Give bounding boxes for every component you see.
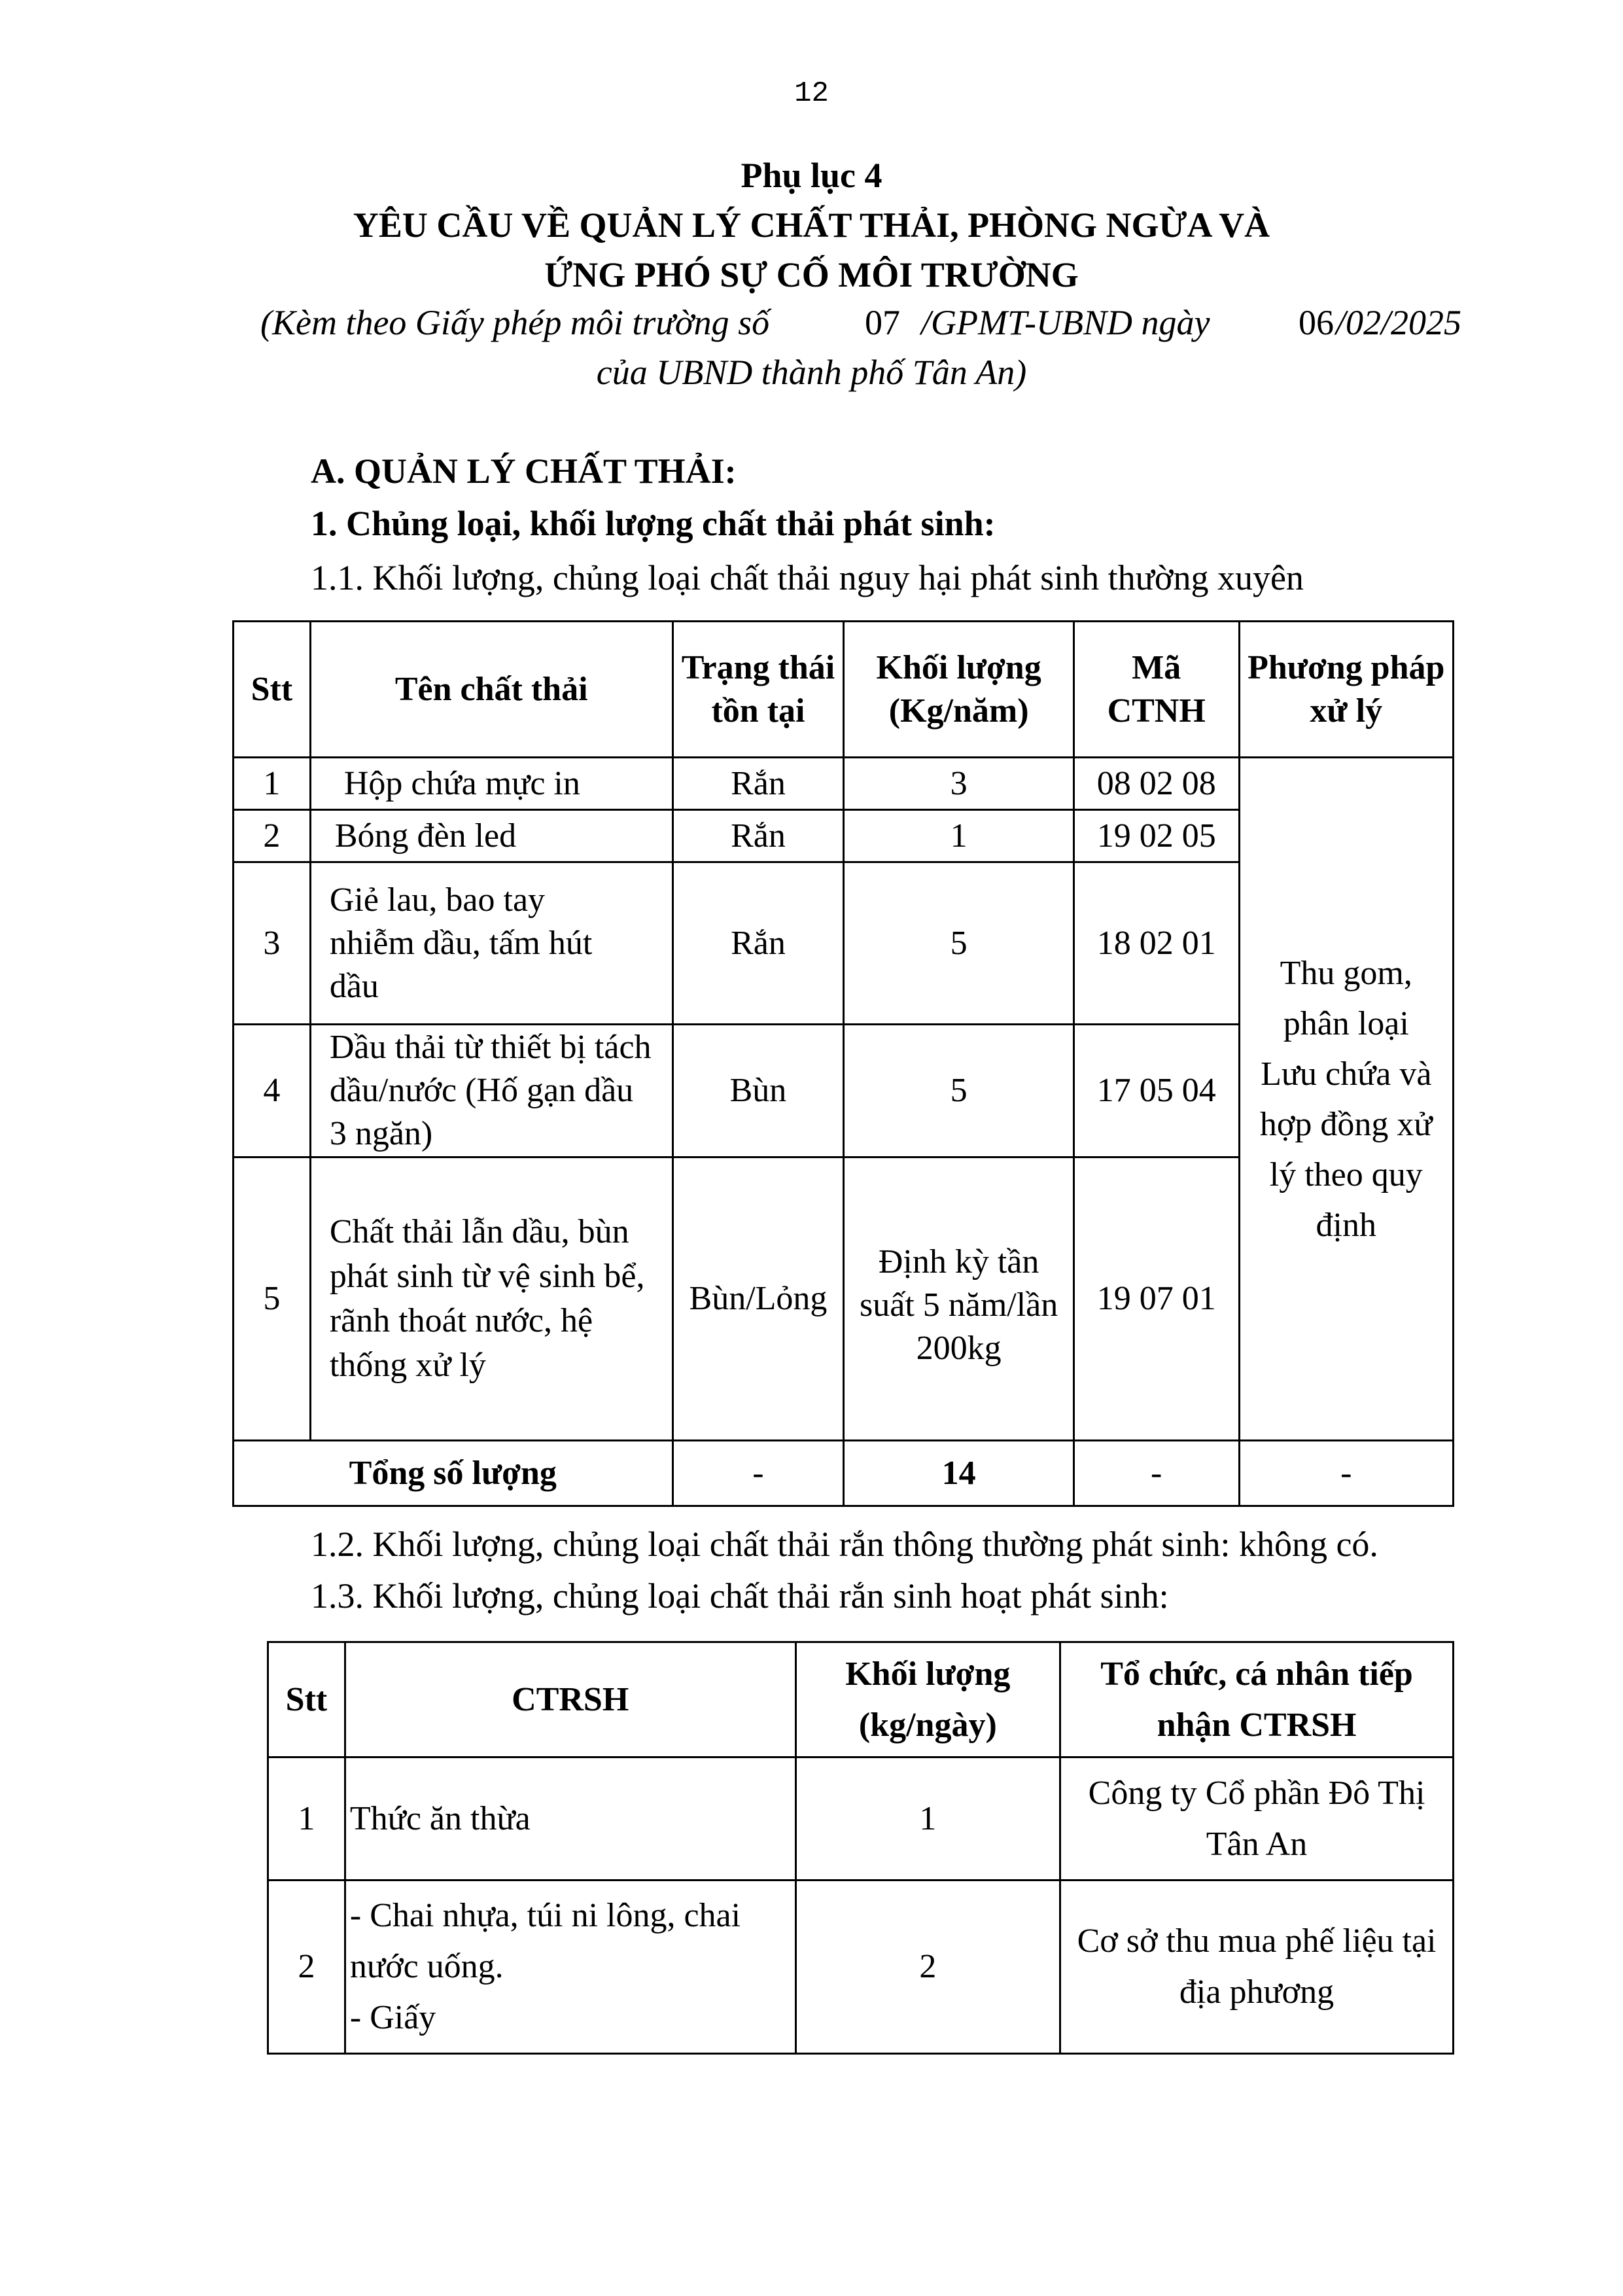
column-header-stt: Stt	[234, 622, 311, 758]
column-header-state: Trạng thái tồn tại	[672, 622, 844, 758]
section-1-1-heading: 1.1. Khối lượng, chủng loại chất thải nguy hại phát sinh thường xuyên	[311, 558, 1304, 597]
row-mass: 1	[795, 1757, 1060, 1881]
column-header-mass: Khối lượng (Kg/năm)	[844, 622, 1073, 758]
table-row	[268, 1881, 1454, 2054]
row-state: Rắn	[672, 862, 844, 1025]
document-title-line-2: ỨNG PHÓ SỰ CỐ MÔI TRƯỜNG	[544, 255, 1079, 294]
row-code: 19 07 01	[1073, 1157, 1239, 1441]
row-mass: Định kỳ tần suất 5 năm/lần 200kg	[844, 1157, 1073, 1441]
appendix-title: Phụ lục 4	[741, 156, 882, 195]
page-number: 12	[794, 77, 829, 110]
column-header-code: Mã CTNH	[1073, 622, 1239, 758]
total-row	[234, 1441, 1454, 1506]
row-mass: 2	[795, 1881, 1060, 2054]
row-state: Bùn/Lỏng	[672, 1157, 844, 1441]
row-state: Rắn	[672, 758, 844, 810]
row-mass: 5	[844, 1025, 1073, 1157]
row-code: 17 05 04	[1073, 1025, 1239, 1157]
row-waste-name: Giẻ lau, bao tay nhiễm dầu, tấm hút dầu	[310, 862, 672, 1025]
row-stt: 5	[234, 1157, 311, 1441]
row-waste-name: Hộp chứa mực in	[310, 758, 672, 810]
total-code: -	[1073, 1441, 1239, 1506]
document-title-line-1: YÊU CẦU VỀ QUẢN LÝ CHẤT THẢI, PHÒNG NGỪA VÀ	[353, 205, 1270, 245]
row-code: 19 02 05	[1073, 810, 1239, 862]
permit-reference-issuer: của UBND thành phố Tân An)	[596, 353, 1027, 392]
row-waste-name: Bóng đèn led	[310, 810, 672, 862]
column-header-waste-name: Tên chất thải	[310, 622, 672, 758]
permit-reference-prefix: (Kèm theo Giấy phép môi trường số	[260, 303, 770, 342]
row-mass: 1	[844, 810, 1073, 862]
row-stt: 1	[268, 1757, 345, 1881]
row-receiver: Cơ sở thu mua phế liệu tại địa phương	[1060, 1881, 1454, 2054]
row-item-line-1: - Chai nhựa, túi ni lông, chai nước uống.	[349, 1897, 741, 1985]
total-label: Tổng số lượng	[234, 1441, 673, 1506]
row-stt: 2	[234, 810, 311, 862]
treatment-method-cell: Thu gom, phân loại Lưu chứa và hợp đồng xử lý theo quy định	[1239, 758, 1453, 1441]
row-item-line-2: - Giấy	[349, 1999, 436, 2036]
row-waste-name: Dầu thải từ thiết bị tách dầu/nước (Hố gạn dầu 3 ngăn)	[310, 1025, 672, 1157]
total-state: -	[672, 1441, 844, 1506]
column-header-method: Phương pháp xử lý	[1239, 622, 1453, 758]
section-1-heading: 1. Chủng loại, khối lượng chất thải phát sinh:	[311, 504, 996, 543]
domestic-waste-table	[267, 1641, 1454, 2055]
row-stt: 2	[268, 1881, 345, 2054]
table-header-row	[234, 622, 1454, 758]
column-header-stt: Stt	[268, 1642, 345, 1757]
row-code: 08 02 08	[1073, 758, 1239, 810]
row-state: Bùn	[672, 1025, 844, 1157]
permit-date: /02/2025	[1336, 303, 1462, 342]
row-stt: 1	[234, 758, 311, 810]
table-header-row	[268, 1642, 1454, 1757]
row-item: Thức ăn thừa	[345, 1757, 795, 1881]
row-stt: 4	[234, 1025, 311, 1157]
permit-code: /GPMT-UBND ngày	[921, 303, 1210, 342]
row-receiver: Công ty Cổ phần Đô Thị Tân An	[1060, 1757, 1454, 1881]
row-stt: 3	[234, 862, 311, 1025]
section-1-3-heading: 1.3. Khối lượng, chủng loại chất thải rắn sinh hoạt phát sinh:	[311, 1576, 1169, 1616]
row-mass: 5	[844, 862, 1073, 1025]
table-row	[268, 1757, 1454, 1881]
column-header-receiver: Tổ chức, cá nhân tiếp nhận CTRSH	[1060, 1642, 1454, 1757]
column-header-mass: Khối lượng (kg/ngày)	[795, 1642, 1060, 1757]
row-item	[345, 1881, 795, 2054]
total-method: -	[1239, 1441, 1453, 1506]
table-row	[234, 758, 1454, 810]
hazardous-waste-table	[232, 620, 1454, 1507]
total-mass: 14	[844, 1441, 1073, 1506]
permit-number: 07	[865, 303, 900, 342]
row-mass: 3	[844, 758, 1073, 810]
section-1-2-text: 1.2. Khối lượng, chủng loại chất thải rắn thông thường phát sinh: không có.	[311, 1525, 1378, 1564]
permit-day: 06	[1299, 303, 1334, 342]
row-state: Rắn	[672, 810, 844, 862]
column-header-ctrsh: CTRSH	[345, 1642, 795, 1757]
section-a-heading: A. QUẢN LÝ CHẤT THẢI:	[311, 451, 737, 491]
row-waste-name: Chất thải lẫn dầu, bùn phát sinh từ vệ sinh bể, rãnh thoát nước, hệ thống xử lý	[310, 1157, 672, 1441]
row-code: 18 02 01	[1073, 862, 1239, 1025]
